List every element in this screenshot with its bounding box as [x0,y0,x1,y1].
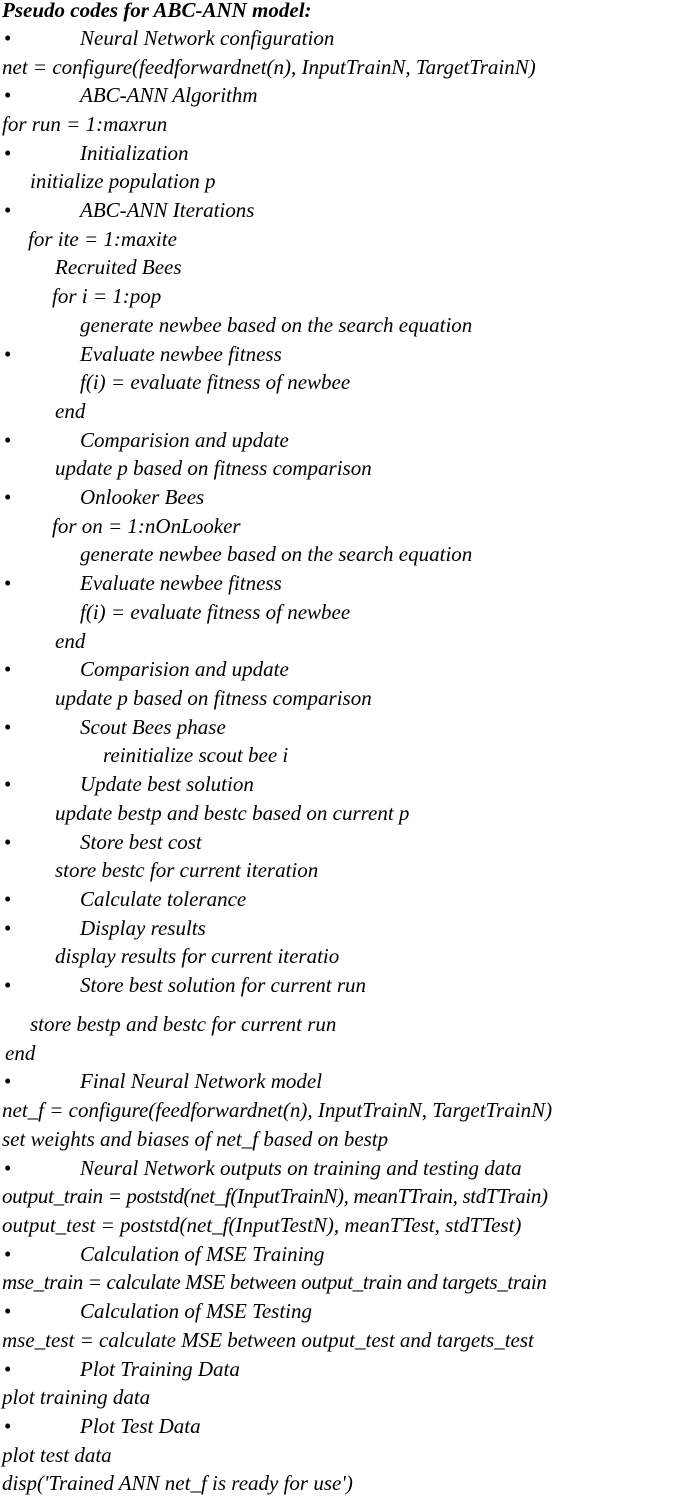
code-text: output_train = poststd(net_f(InputTrainN), meanTTrain, stdTTrain) [2,1184,548,1208]
code-text: plot training data [2,1385,151,1409]
section-heading: ABC-ANN Iterations [80,198,255,222]
section-heading: Evaluate newbee fitness [80,571,282,595]
code-text: net = configure(feedforwardnet(n), InputTrainN, TargetTrainN) [2,55,536,79]
section-heading: Initialization [80,141,189,165]
bullet-icon: • [4,887,12,911]
bullet-icon: • [4,1242,12,1266]
code-text: f(i) = evaluate fitness of newbee [80,600,351,624]
bullet-icon: • [4,657,12,681]
document-title-text: Pseudo codes for ABC-ANN model: [2,0,312,22]
bullet-icon: • [4,342,12,366]
bullet-icon: • [4,1299,12,1323]
bullet-icon: • [4,428,12,452]
code-text: set weights and biases of net_f based on bestp [2,1127,389,1151]
section-heading: Store best cost [80,830,202,854]
section-heading: Onlooker Bees [80,485,205,509]
section-heading: Calculation of MSE Training [80,1242,325,1266]
code-text: end [55,629,86,653]
code-text: generate newbee based on the search equation [80,313,473,337]
bullet-icon: • [4,198,12,222]
section-heading: Neural Network outputs on training and testing data [80,1156,522,1180]
bullet-icon: • [4,973,12,997]
bullet-icon: • [4,830,12,854]
bullet-icon: • [4,1357,12,1381]
section-heading: ABC-ANN Algorithm [80,83,258,107]
code-text: for on = 1:nOnLooker [52,514,241,538]
code-text: for ite = 1:maxite [28,227,177,251]
code-text: output_test = poststd(net_f(InputTestN), meanTTest, stdTTest) [2,1213,522,1237]
bullet-icon: • [4,1069,12,1093]
bullet-icon: • [4,83,12,107]
bullet-icon: • [4,571,12,595]
section-heading: Display results [80,916,206,940]
section-heading: Final Neural Network model [80,1069,323,1093]
code-text: end [5,1041,36,1065]
code-text: initialize population p [30,169,216,193]
code-text: store bestc for current iteration [55,858,319,882]
code-text: mse_test = calculate MSE between output_test and targets_test [2,1328,534,1352]
code-text: update p based on fitness comparison [55,686,372,710]
code-text: display results for current iteratio [55,944,340,968]
code-text: f(i) = evaluate fitness of newbee [80,370,351,394]
section-heading: Calculation of MSE Testing [80,1299,312,1323]
bullet-icon: • [4,1156,12,1180]
bullet-icon: • [4,772,12,796]
bullet-icon: • [4,26,12,50]
code-text: update bestp and bestc based on current p [55,801,410,825]
section-heading: Evaluate newbee fitness [80,342,282,366]
section-heading: Comparision and update [80,428,289,452]
bullet-icon: • [4,485,12,509]
code-text: update p based on fitness comparison [55,456,372,480]
code-text: for i = 1:pop [52,284,162,308]
code-text: net_f = configure(feedforwardnet(n), InputTrainN, TargetTrainN) [2,1098,553,1122]
code-text: store bestp and bestc for current run [30,1012,337,1036]
section-heading: Plot Training Data [80,1357,240,1381]
section-heading: Update best solution [80,772,254,796]
section-heading: Comparision and update [80,657,289,681]
section-heading: Store best solution for current run [80,973,367,997]
section-heading: Neural Network configuration [80,26,335,50]
bullet-icon: • [4,715,12,739]
code-text: generate newbee based on the search equation [80,542,473,566]
code-text: end [55,399,86,423]
code-text: mse_train = calculate MSE between output_train and targets_train [2,1270,547,1294]
bullet-icon: • [4,916,12,940]
code-text: for run = 1:maxrun [2,112,168,136]
bullet-icon: • [4,1414,12,1438]
bullet-icon: • [4,141,12,165]
code-text: disp('Trained ANN net_f is ready for use') [2,1471,353,1495]
section-heading: Scout Bees phase [80,715,226,739]
code-text: reinitialize scout bee i [103,743,289,767]
code-text: Recruited Bees [55,255,182,279]
code-text: plot test data [2,1443,112,1467]
section-heading: Plot Test Data [80,1414,201,1438]
section-heading: Calculate tolerance [80,887,247,911]
